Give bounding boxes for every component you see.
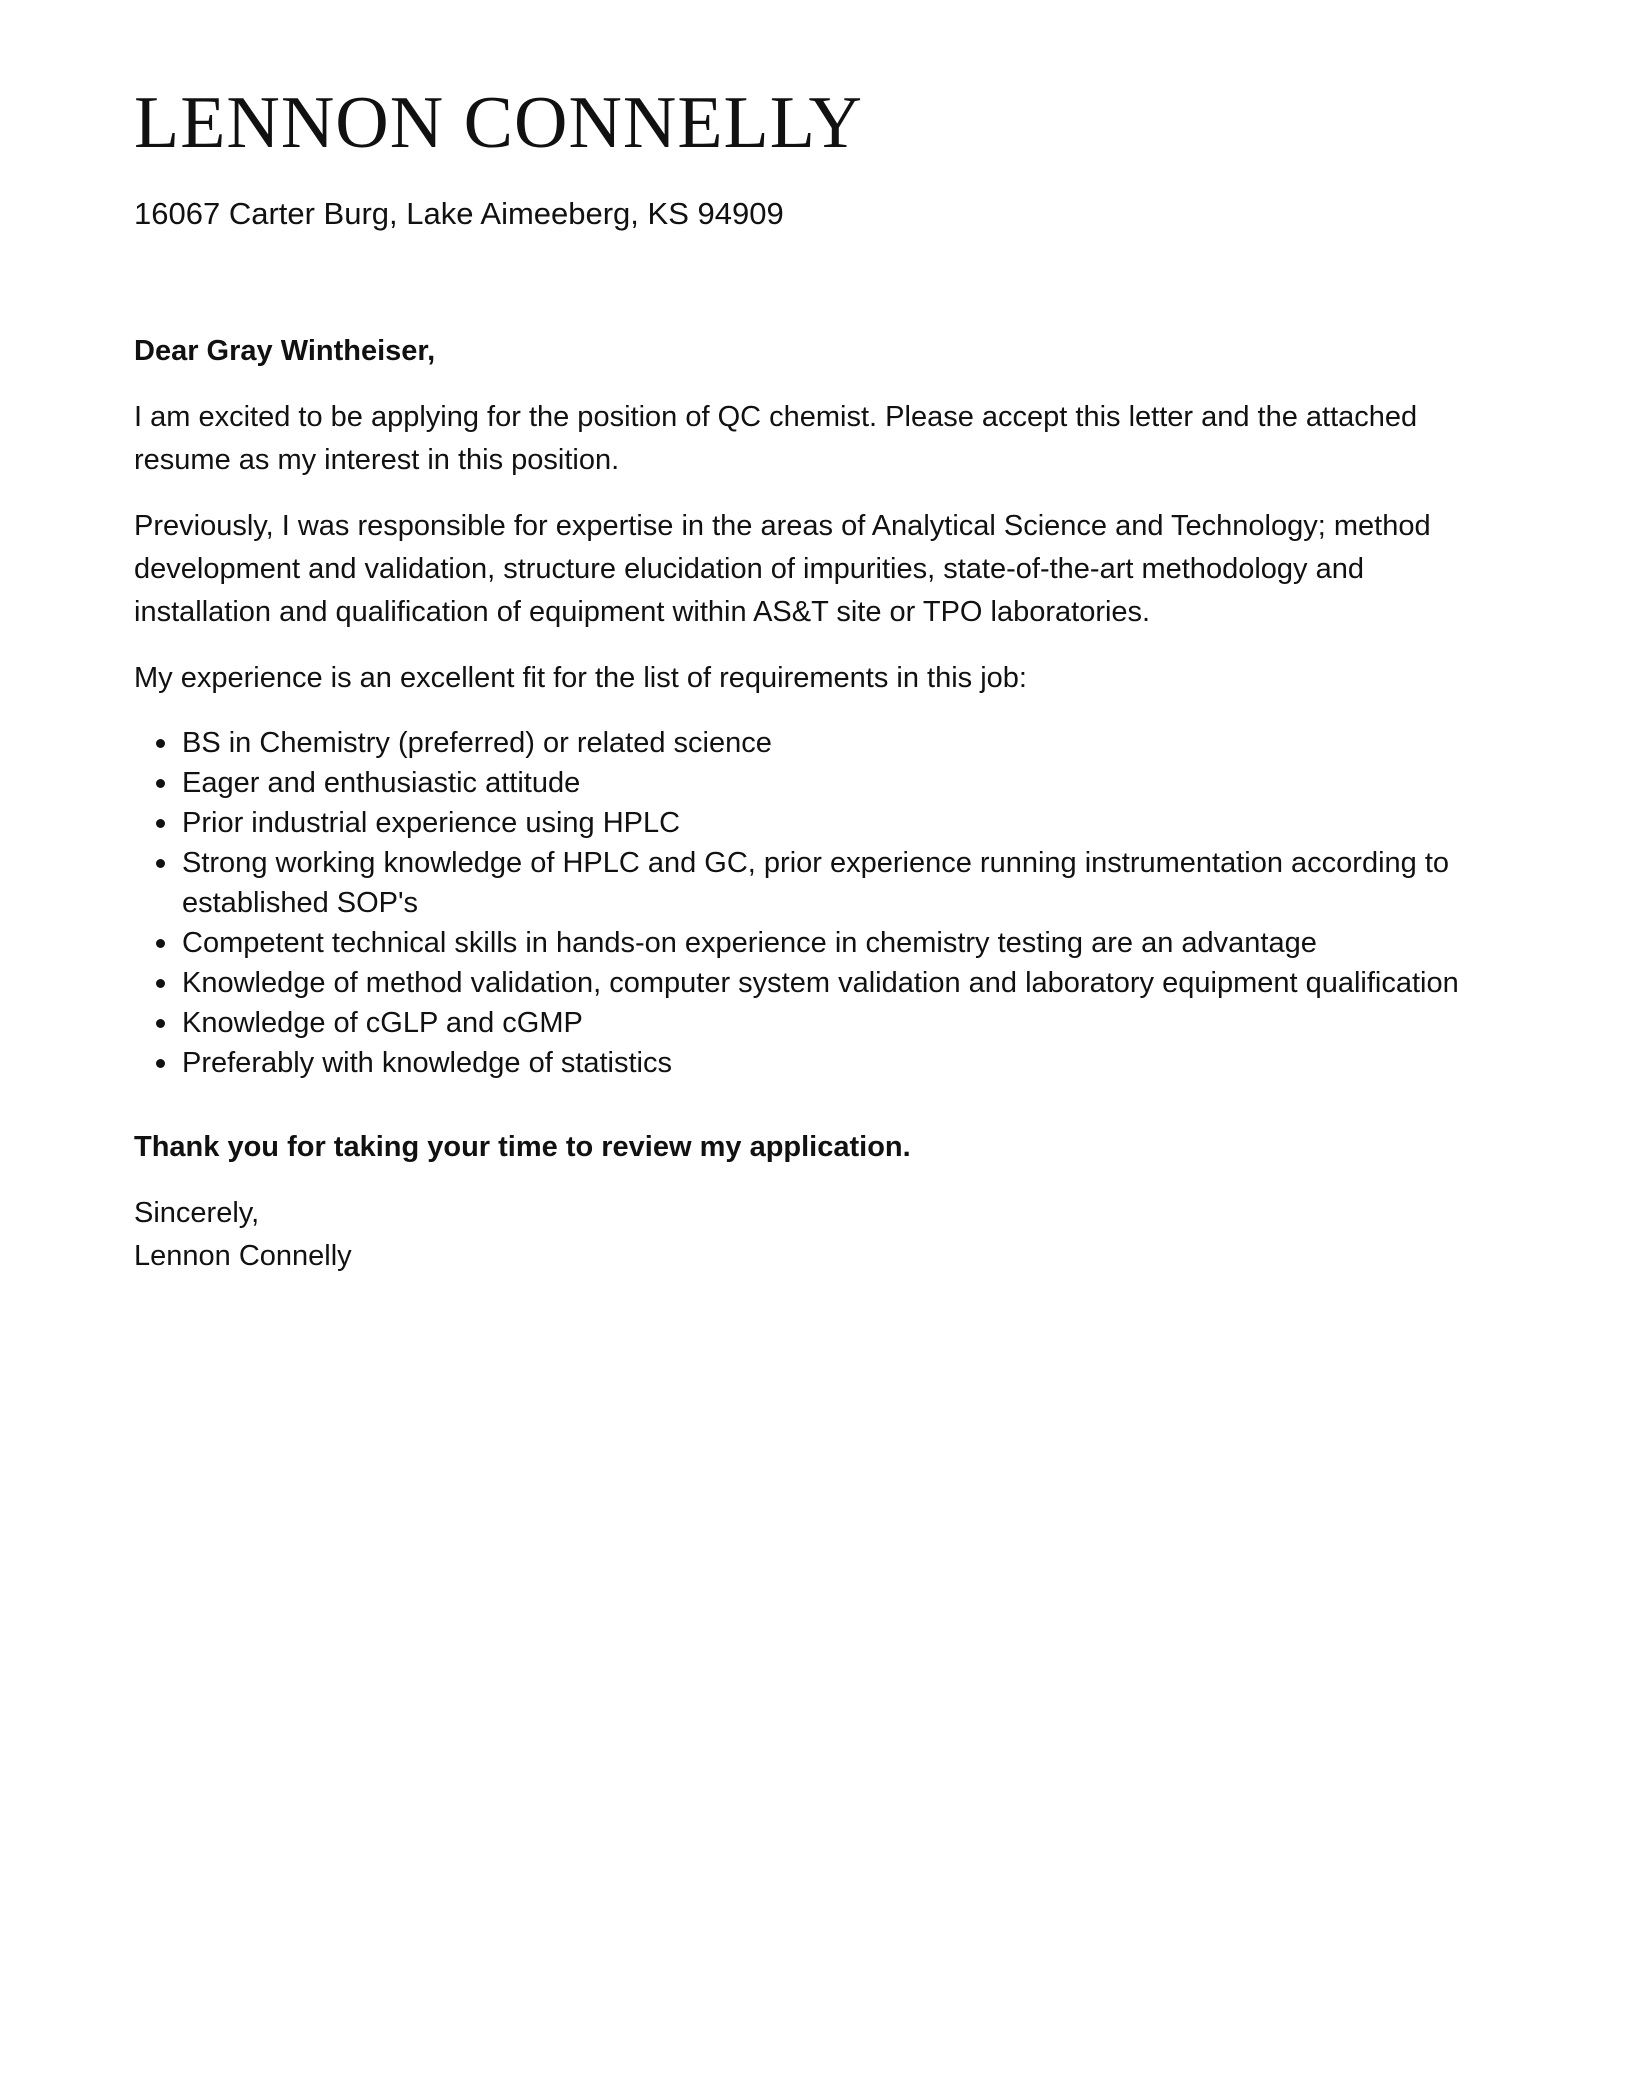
list-item: Prior industrial experience using HPLC xyxy=(182,803,1498,843)
list-item: Preferably with knowledge of statistics xyxy=(182,1043,1498,1083)
list-item: Knowledge of cGLP and cGMP xyxy=(182,1003,1498,1043)
list-item: Eager and enthusiastic attitude xyxy=(182,763,1498,803)
list-item: Competent technical skills in hands-on experience in chemistry testing are an advantage xyxy=(182,923,1498,963)
closing-line: Thank you for taking your time to review my application. xyxy=(134,1131,911,1163)
letter-body xyxy=(134,330,1498,1278)
requirements-intro: My experience is an excellent fit for the list of requirements in this job: xyxy=(134,662,1027,694)
applicant-name: LENNON CONNELLY xyxy=(134,82,863,164)
intro-paragraph: I am excited to be applying for the position of QC chemist. Please accept this letter and the attached resume as my interest in this position. xyxy=(134,401,1418,476)
experience-paragraph: Previously, I was responsible for expertise in the areas of Analytical Science and Technology; method development and validation, structure elucidation of impurities, state-of-the-art methodology and installation and qualification of equipment within AS&T site or TPO laboratories. xyxy=(134,510,1431,628)
list-item: Strong working knowledge of HPLC and GC, prior experience running instrumentation according to established SOP's xyxy=(182,843,1498,923)
list-item: BS in Chemistry (preferred) or related science xyxy=(182,723,1498,763)
salutation: Dear Gray Wintheiser, xyxy=(134,335,436,367)
list-item: Knowledge of method validation, computer system validation and laboratory equipment qualification xyxy=(182,963,1498,1003)
requirements-list xyxy=(134,723,1498,1083)
signature-name: Lennon Connelly xyxy=(134,1240,352,1272)
applicant-address: 16067 Carter Burg, Lake Aimeeberg, KS 94909 xyxy=(134,196,784,231)
signoff: Sincerely, xyxy=(134,1197,260,1229)
